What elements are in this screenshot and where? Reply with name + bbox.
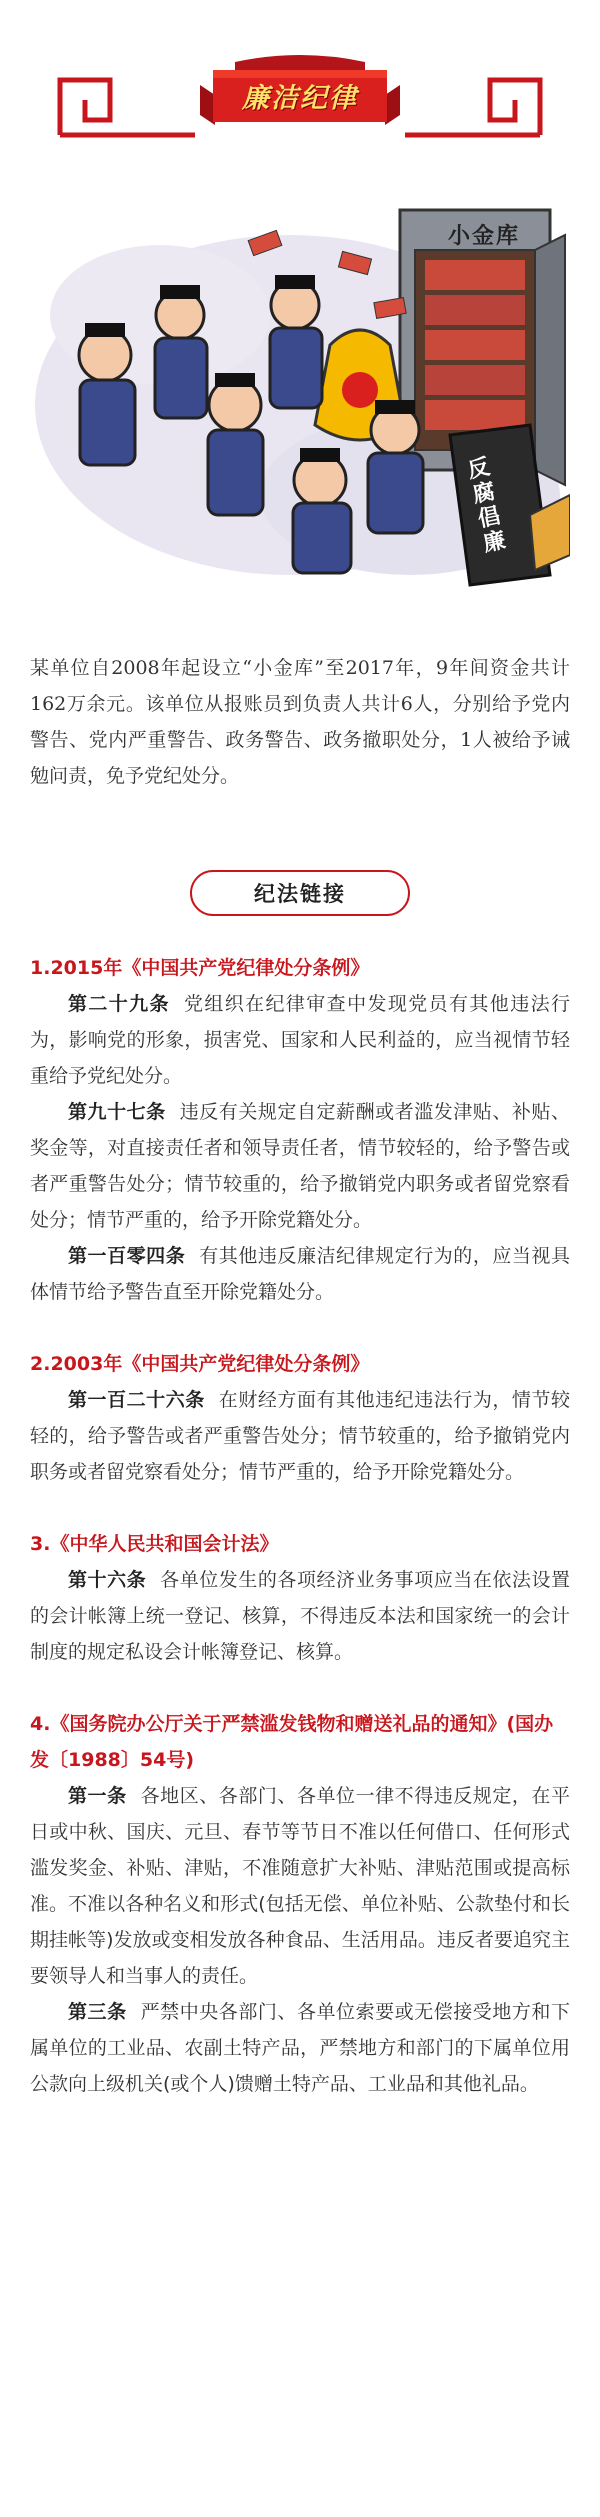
law-article (30, 1778, 570, 1994)
article-number: 第九十七条 (68, 1101, 166, 1123)
law-item (30, 1526, 570, 1670)
article-text: 有其他违反廉洁纪律规定行为的，应当视具体情节给予警告直至开除党籍处分。 (30, 1245, 570, 1303)
article-number: 第三条 (68, 2001, 127, 2023)
law-title: 3.《中华人民共和国会计法》 (30, 1533, 279, 1555)
article-number: 第十六条 (68, 1569, 147, 1591)
section-banner (0, 40, 600, 160)
law-article (30, 1994, 570, 2102)
law-item (30, 950, 570, 1310)
article-number: 第二十九条 (68, 993, 170, 1015)
article-number: 第一条 (68, 1785, 127, 1807)
law-article (30, 1094, 570, 1238)
article-number: 第一百零四条 (68, 1245, 186, 1267)
section-title-pill: 纪法链接 (190, 870, 410, 916)
law-title: 2.2003年《中国共产党纪律处分条例》 (30, 1353, 370, 1375)
law-item (30, 1346, 570, 1490)
law-article (30, 986, 570, 1094)
banner-title: 廉洁纪律 (242, 82, 358, 114)
article-text: 各地区、各部门、各单位一律不得违反规定，在平日或中秋、国庆、元旦、春节等节日不准以任何借口、任何形式滥发奖金、补贴、津贴，不准随意扩大补贴、津贴范围或提高标准。不准以各种名义和形式(包括无偿、单位补贴、公款垫付和长期挂帐等)发放或变相发放各种食品、生活用品。违反者要追究主要领导人和当事人的责任。 (30, 1785, 570, 1987)
law-item (30, 1706, 570, 2102)
cartoon-illustration (30, 195, 570, 590)
law-article (30, 1382, 570, 1490)
case-description: 某单位自2008年起设立“小金库”至2017年，9年间资金共计162万余元。该单位从报账员到负责人共计6人，分别给予党内警告、党内严重警告、政务警告、政务撤职处分，1人被给予诫勉问责，免予党纪处分。 (30, 657, 570, 787)
article-number: 第一百二十六条 (68, 1389, 205, 1411)
law-article (30, 1562, 570, 1670)
law-article (30, 1238, 570, 1310)
law-list (30, 950, 570, 2138)
law-title: 1.2015年《中国共产党纪律处分条例》 (30, 957, 370, 979)
article-text: 在财经方面有其他违纪违法行为，情节较轻的，给予警告或者严重警告处分；情节较重的，给予撤销党内职务或者留党察看处分；情节严重的，给予开除党籍处分。 (30, 1389, 570, 1483)
article-text: 党组织在纪律审查中发现党员有其他违法行为，影响党的形象，损害党、国家和人民利益的，应当视情节轻重给予党纪处分。 (30, 993, 570, 1087)
vault-label: 小金库 (448, 224, 521, 249)
law-title: 4.《国务院办公厅关于严禁滥发钱物和赠送礼品的通知》(国办发〔1988〕54号) (30, 1713, 554, 1771)
article-text: 违反有关规定自定薪酬或者滥发津贴、补贴、奖金等，对直接责任者和领导责任者，情节较轻的，给予警告或者严重警告处分；情节较重的，给予撤销党内职务或者留党察看处分；情节严重的，给予开除党籍处分。 (30, 1101, 570, 1231)
sign-label: 反腐倡廉 (461, 454, 508, 558)
article-text: 严禁中央各部门、各单位索要或无偿接受地方和下属单位的工业品、农副土特产品，严禁地方和部门的下属单位用公款向上级机关(或个人)馈赠土特产品、工业品和其他礼品。 (30, 2001, 570, 2095)
article-text: 各单位发生的各项经济业务事项应当在依法设置的会计帐簿上统一登记、核算，不得违反本法和国家统一的会计制度的规定私设会计帐簿登记、核算。 (30, 1569, 570, 1663)
